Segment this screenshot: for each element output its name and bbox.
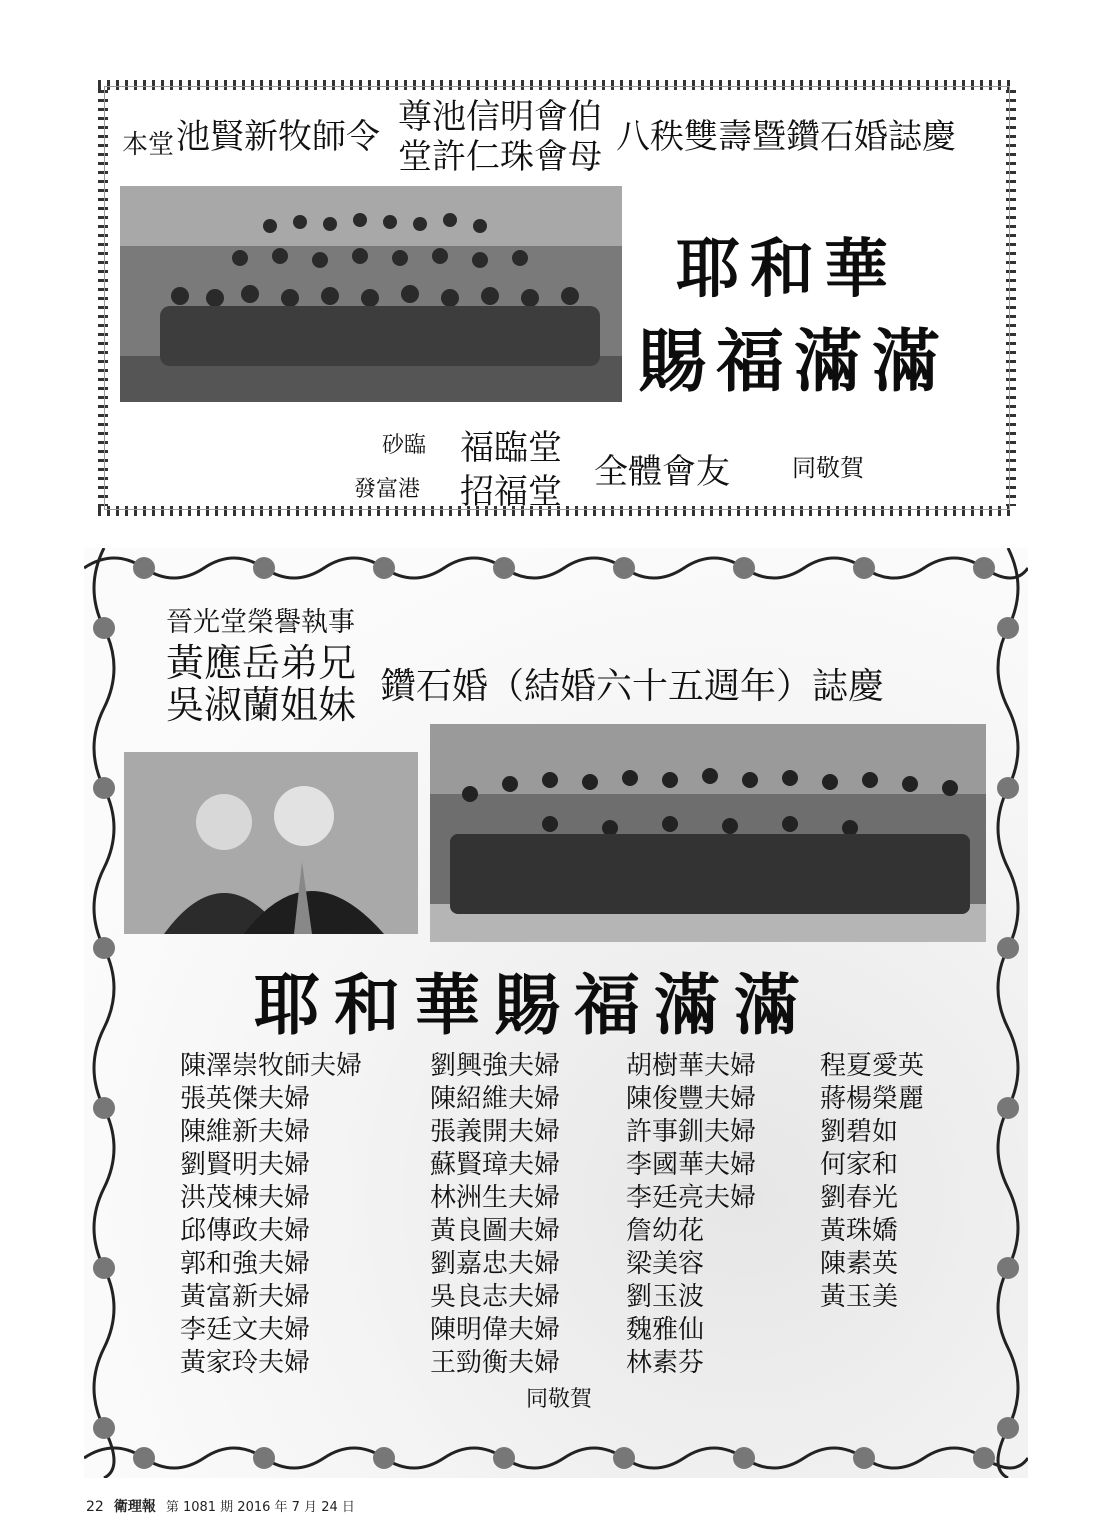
mother-name: 堂許仁珠會母 — [398, 137, 602, 177]
couple-photo-image — [124, 752, 418, 934]
name-entry: 王勁衡夫婦 — [430, 1348, 561, 1378]
name-entry: 林素芬 — [626, 1348, 705, 1378]
congrats-text: 同敬賀 — [792, 454, 864, 482]
publication-name: 衛理報 — [113, 1499, 156, 1515]
vine-border-top — [84, 548, 1028, 588]
page-footer — [86, 1496, 355, 1516]
name-entry: 陳俊豐夫婦 — [626, 1084, 757, 1114]
family-photo — [120, 186, 622, 402]
name-entry: 李廷亮夫婦 — [626, 1183, 757, 1213]
name-entry: 邱傳政夫婦 — [180, 1216, 311, 1246]
name-entry: 劉玉波 — [626, 1282, 705, 1312]
name-entry: 劉賢明夫婦 — [180, 1150, 311, 1180]
name-entry: 劉興強夫婦 — [430, 1051, 561, 1081]
name-entry: 蘇賢璋夫婦 — [430, 1150, 561, 1180]
blessing-text: 耶和華賜福滿滿 — [254, 966, 814, 1044]
location2: 發富港 — [354, 477, 421, 502]
name-entry: 蔣楊榮麗 — [820, 1084, 925, 1114]
name-entry: 黃珠嬌 — [820, 1216, 899, 1246]
members-text: 全體會友 — [594, 452, 730, 492]
name-entry: 張義開夫婦 — [430, 1117, 561, 1147]
church-header: 晉光堂榮譽執事 — [166, 607, 355, 638]
pastor-name: 池賢新牧師令 — [176, 117, 380, 157]
name-entry: 陳明偉夫婦 — [430, 1315, 561, 1345]
church1: 福臨堂 — [460, 428, 562, 468]
family-group-photo-image — [430, 724, 986, 942]
names-column-3 — [626, 1050, 756, 1380]
name-entry: 詹幼花 — [626, 1216, 705, 1246]
name-entry: 劉嘉忠夫婦 — [430, 1249, 561, 1279]
name-entry: 林洲生夫婦 — [430, 1183, 561, 1213]
vine-border-left — [84, 548, 124, 1478]
name-entry: 張英傑夫婦 — [180, 1084, 311, 1114]
issue-info: 第 1081 期 2016 年 7 月 24 日 — [165, 1500, 355, 1515]
page-number: 22 — [86, 1499, 104, 1515]
wife-name: 吳淑蘭姐妹 — [166, 683, 357, 727]
name-entry: 梁美容 — [626, 1249, 705, 1279]
name-entry: 陳維新夫婦 — [180, 1117, 311, 1147]
occasion-text: 八秩雙壽暨鑽石婚誌慶 — [616, 117, 956, 157]
name-entry: 程夏愛英 — [820, 1051, 925, 1081]
name-entry: 黃良圖夫婦 — [430, 1216, 561, 1246]
vine-border-bottom — [84, 1438, 1028, 1478]
name-entry: 何家和 — [820, 1150, 899, 1180]
name-entry: 黃玉美 — [820, 1282, 899, 1312]
name-entry: 劉春光 — [820, 1183, 899, 1213]
church2: 招福堂 — [460, 472, 562, 512]
vine-border-right — [988, 548, 1028, 1478]
family-group-photo — [430, 724, 986, 942]
name-entry: 李廷文夫婦 — [180, 1315, 311, 1345]
name-entry: 魏雅仙 — [626, 1315, 705, 1345]
name-entry: 許事釧夫婦 — [626, 1117, 757, 1147]
husband-name: 黃應岳弟兄 — [166, 641, 357, 685]
names-column-4 — [820, 1050, 924, 1314]
anniversary-ad-bottom — [84, 548, 1028, 1478]
location1: 砂臨 — [382, 433, 427, 458]
name-entry: 陳澤崇牧師夫婦 — [180, 1051, 363, 1081]
name-entry: 陳素英 — [820, 1249, 899, 1279]
blessing-line1: 耶和華 — [676, 232, 898, 307]
name-entry: 陳紹維夫婦 — [430, 1084, 561, 1114]
blessing-line2: 賜福滿滿 — [638, 322, 951, 402]
couple-photo — [124, 752, 418, 934]
diamond-occasion: 鑽石婚（結婚六十五週年）誌慶 — [380, 666, 885, 707]
name-entry: 胡樹華夫婦 — [626, 1051, 757, 1081]
name-entry: 黃家玲夫婦 — [180, 1348, 311, 1378]
anniversary-ad-top — [86, 68, 1028, 528]
names-column-1 — [180, 1050, 362, 1380]
name-entry: 李國華夫婦 — [626, 1150, 757, 1180]
prefix-text: 本堂 — [122, 130, 175, 160]
name-entry: 洪茂棟夫婦 — [180, 1183, 311, 1213]
name-entry: 劉碧如 — [820, 1117, 899, 1147]
congrats-text: 同敬賀 — [526, 1387, 593, 1412]
father-name: 尊池信明會伯 — [398, 97, 602, 137]
name-entry: 黃富新夫婦 — [180, 1282, 311, 1312]
family-photo-image — [120, 186, 622, 402]
names-column-2 — [430, 1050, 560, 1380]
name-entry: 吳良志夫婦 — [430, 1282, 561, 1312]
name-entry: 郭和強夫婦 — [180, 1249, 311, 1279]
